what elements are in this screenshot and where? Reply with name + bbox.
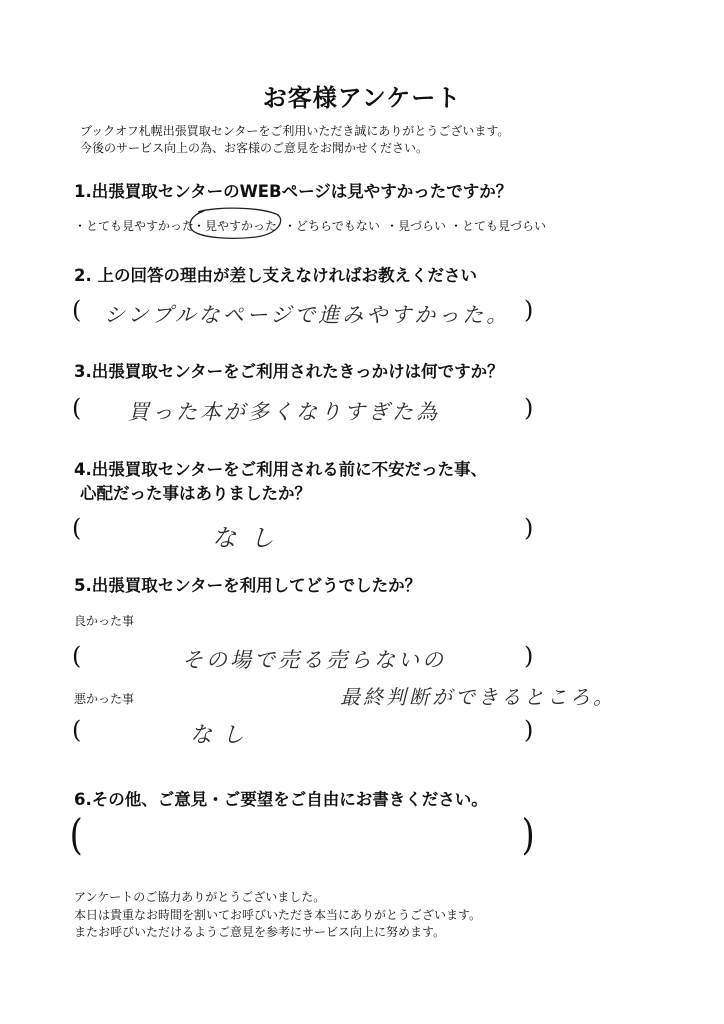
- q2-open-paren: (: [72, 296, 82, 324]
- question-2: 2. 上の回答の理由が差し支えなければお教えください: [74, 266, 477, 285]
- question-4-line-2: 心配だった事はありましたか？: [80, 484, 311, 503]
- q5-good-answer-line-2[interactable]: 最終判断ができるところ。: [340, 685, 616, 709]
- q3-open-paren: (: [72, 394, 82, 422]
- footer-line-1: アンケートのご協力ありがとうございました。: [74, 890, 326, 904]
- question-3: 3.出張買取センターをご利用されたきっかけは何ですか？: [74, 362, 504, 381]
- q5-bad-answer[interactable]: なし: [190, 723, 255, 748]
- selected-option-circle: [186, 206, 286, 242]
- q6-close-paren: ): [521, 810, 535, 859]
- q1-option-very-hard[interactable]: ・とても見づらい: [450, 219, 547, 233]
- q5-good-close-paren: ): [524, 642, 534, 670]
- q4-answer[interactable]: なし: [212, 524, 288, 552]
- question-5: 5.出張買取センターを利用してどうでしたか？: [74, 576, 422, 595]
- question-1: 1.出張買取センターのWEBページは見やすかったですか？: [74, 182, 513, 201]
- q5-good-open-paren: (: [72, 642, 82, 670]
- q5-bad-close-paren: ): [524, 716, 534, 744]
- intro-line-2: 今後のサービス向上の為、お客様のご意見をお聞かせください。: [80, 141, 429, 155]
- q4-open-paren: (: [72, 514, 82, 542]
- intro-line-1: ブックオフ札幌出張買取センターをご利用いただき誠にありがとうございます。: [80, 124, 510, 138]
- footer-line-3: またお呼びいただけるようご意見を参考にサービス向上に努めます。: [74, 925, 446, 939]
- q6-open-paren: (: [69, 810, 83, 859]
- q1-option-hard[interactable]: ・見づらい: [386, 219, 447, 233]
- q5-good-label: 良かった事: [74, 614, 135, 628]
- q3-close-paren: ): [524, 394, 534, 422]
- question-4-line-1: 4.出張買取センターをご利用される前に不安だった事、: [74, 460, 488, 479]
- q2-answer[interactable]: シンプルなページで進みやすかった。: [104, 303, 511, 327]
- q4-close-paren: ): [524, 514, 534, 542]
- q5-bad-label: 悪かった事: [74, 692, 135, 706]
- q5-good-answer-line-1[interactable]: その場で売る売らないの: [182, 648, 446, 672]
- q1-option-easy[interactable]: ・見やすかった: [193, 219, 278, 233]
- question-6: 6.その他、ご意見・ご要望をご自由にお書きください。: [74, 790, 488, 809]
- q1-option-neutral[interactable]: ・どちらでもない: [284, 219, 380, 233]
- footer-line-2: 本日は貴重なお時間を割いてお呼びいただき本当にありがとうございます。: [74, 908, 482, 922]
- survey-title: お客様アンケート: [262, 84, 462, 112]
- q3-answer[interactable]: 買った本が多くなりすぎた為: [128, 400, 440, 424]
- q2-close-paren: ): [524, 296, 534, 324]
- q5-bad-open-paren: (: [72, 716, 82, 744]
- q1-option-very-easy[interactable]: ・とても見やすかった: [74, 219, 195, 233]
